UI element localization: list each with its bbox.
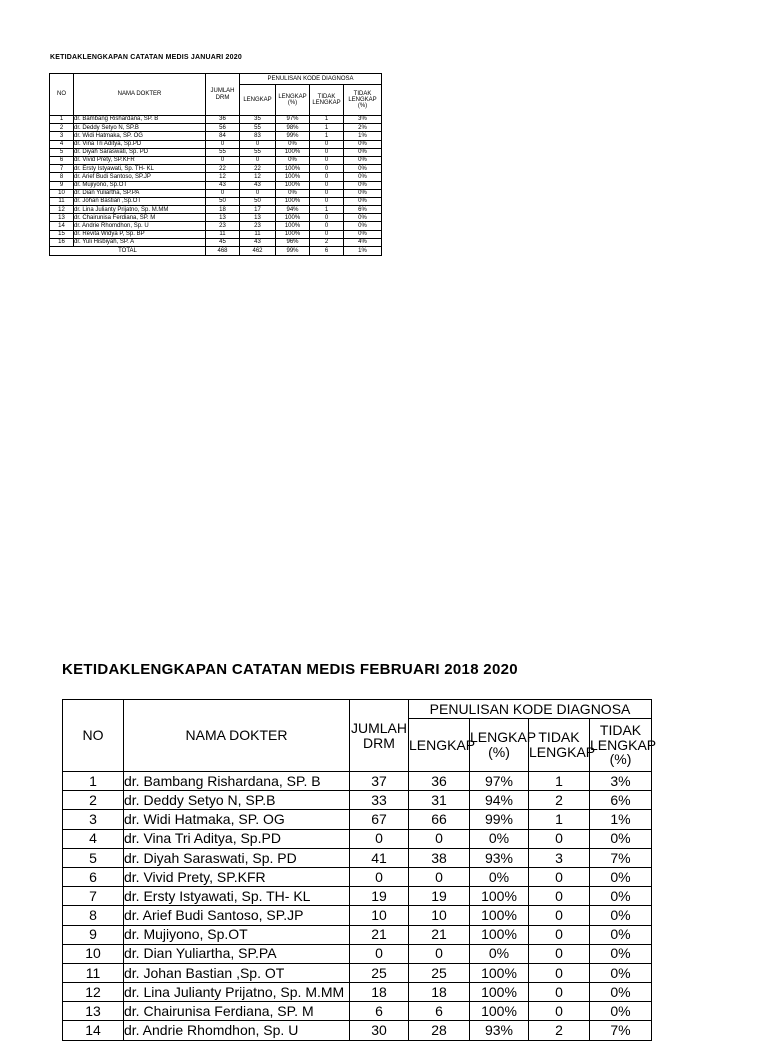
- cell-no: 8: [63, 906, 124, 925]
- cell-no: 12: [50, 206, 74, 214]
- cell-lengkap-pct: 93%: [470, 1021, 529, 1040]
- cell-lengkap: 83: [240, 132, 276, 140]
- cell-jumlah-drm: 23: [206, 222, 240, 230]
- cell-lengkap: 18: [409, 983, 470, 1002]
- cell-no: 14: [63, 1021, 124, 1040]
- total-label: TOTAL: [50, 247, 206, 256]
- cell-no: 3: [63, 810, 124, 829]
- table-row: [63, 867, 652, 886]
- cell-jumlah-drm: 0: [350, 829, 409, 848]
- cell-jumlah-drm: 21: [350, 925, 409, 944]
- cell-tidak-lengkap-pct: 0%: [344, 181, 382, 189]
- cell-tidak-lengkap-pct: 2%: [344, 124, 382, 132]
- cell-lengkap-pct: 98%: [276, 124, 310, 132]
- cell-tidak-lengkap-pct: 0%: [344, 214, 382, 222]
- cell-no: 10: [50, 189, 74, 197]
- cell-tidak-lengkap-pct: 3%: [590, 772, 652, 791]
- cell-tidak-lengkap-pct: 0%: [344, 197, 382, 205]
- cell-jumlah-drm: 37: [350, 772, 409, 791]
- table-row: [63, 810, 652, 829]
- january-table-body: [50, 116, 382, 247]
- table-row: [50, 230, 382, 238]
- cell-tidak-lengkap-pct: 0%: [344, 156, 382, 164]
- cell-tidak-lengkap: 0: [310, 181, 344, 189]
- cell-lengkap: 43: [240, 238, 276, 246]
- cell-lengkap: 0: [240, 189, 276, 197]
- cell-lengkap-pct: 100%: [470, 983, 529, 1002]
- column-header-tidak-lengkap: TIDAK LENGKAP: [529, 719, 590, 772]
- cell-tidak-lengkap-pct: 0%: [590, 829, 652, 848]
- column-header-jumlah-drm: JUMLAH DRM: [206, 74, 240, 116]
- column-header-nama-dokter: NAMA DOKTER: [124, 700, 350, 772]
- cell-tidak-lengkap: 0: [310, 156, 344, 164]
- cell-jumlah-drm: 45: [206, 238, 240, 246]
- cell-jumlah-drm: 84: [206, 132, 240, 140]
- cell-tidak-lengkap: 1: [529, 810, 590, 829]
- cell-no: 10: [63, 944, 124, 963]
- cell-jumlah-drm: 30: [350, 1021, 409, 1040]
- cell-no: 6: [50, 156, 74, 164]
- cell-nama-dokter: dr. Johan Bastian ,Sp.OT: [74, 197, 206, 205]
- cell-jumlah-drm: 0: [206, 140, 240, 148]
- cell-jumlah-drm: 0: [350, 867, 409, 886]
- cell-tidak-lengkap: 0: [310, 230, 344, 238]
- total-lengkap: 462: [240, 247, 276, 256]
- cell-nama-dokter: dr. Lina Julianty Prijatno, Sp. M.MM: [74, 206, 206, 214]
- cell-no: 11: [50, 197, 74, 205]
- cell-lengkap-pct: 100%: [276, 214, 310, 222]
- cell-lengkap-pct: 100%: [470, 887, 529, 906]
- cell-nama-dokter: dr. Mujiyono, Sp.OT: [124, 925, 350, 944]
- cell-lengkap-pct: 0%: [276, 189, 310, 197]
- cell-tidak-lengkap: 1: [310, 124, 344, 132]
- table-row: [50, 132, 382, 140]
- cell-lengkap-pct: 97%: [470, 772, 529, 791]
- cell-nama-dokter: dr. Bambang Rishardana, SP. B: [124, 772, 350, 791]
- cell-tidak-lengkap: 0: [529, 867, 590, 886]
- table-row: [63, 772, 652, 791]
- cell-no: 4: [50, 140, 74, 148]
- cell-lengkap: 0: [240, 156, 276, 164]
- cell-lengkap: 11: [240, 230, 276, 238]
- cell-no: 6: [63, 867, 124, 886]
- cell-jumlah-drm: 43: [206, 181, 240, 189]
- cell-jumlah-drm: 18: [350, 983, 409, 1002]
- cell-lengkap-pct: 100%: [470, 963, 529, 982]
- cell-nama-dokter: dr. Deddy Setyo N, SP.B: [124, 791, 350, 810]
- cell-lengkap-pct: 94%: [276, 206, 310, 214]
- cell-tidak-lengkap: 0: [310, 222, 344, 230]
- cell-tidak-lengkap: 1: [310, 132, 344, 140]
- cell-tidak-lengkap-pct: 7%: [590, 848, 652, 867]
- total-tidak-lengkap-pct: 1%: [344, 247, 382, 256]
- cell-jumlah-drm: 33: [350, 791, 409, 810]
- cell-nama-dokter: dr. Dian Yuliartha, SP.PA: [124, 944, 350, 963]
- cell-nama-dokter: dr. Chairunisa Ferdiana, SP. M: [74, 214, 206, 222]
- cell-nama-dokter: dr. Deddy Setyo N, SP.B: [74, 124, 206, 132]
- cell-no: 9: [63, 925, 124, 944]
- table-row: [63, 906, 652, 925]
- cell-tidak-lengkap-pct: 0%: [344, 140, 382, 148]
- cell-tidak-lengkap: 0: [310, 165, 344, 173]
- cell-tidak-lengkap: 0: [310, 197, 344, 205]
- cell-nama-dokter: dr. Andrie Rhomdhon, Sp. U: [74, 222, 206, 230]
- cell-lengkap: 50: [240, 197, 276, 205]
- cell-no: 8: [50, 173, 74, 181]
- cell-no: 15: [50, 230, 74, 238]
- column-header-jumlah-drm: JUMLAH DRM: [350, 700, 409, 772]
- column-header-no: NO: [50, 74, 74, 116]
- cell-tidak-lengkap: 1: [310, 116, 344, 124]
- cell-lengkap: 36: [409, 772, 470, 791]
- table-row: [63, 887, 652, 906]
- cell-lengkap-pct: 100%: [276, 230, 310, 238]
- cell-jumlah-drm: 0: [206, 156, 240, 164]
- cell-tidak-lengkap: 0: [529, 887, 590, 906]
- cell-tidak-lengkap-pct: 0%: [590, 1002, 652, 1021]
- table-row: [63, 791, 652, 810]
- cell-lengkap: 0: [409, 829, 470, 848]
- column-header-lengkap-pct: LENGKAP (%): [276, 85, 310, 116]
- cell-tidak-lengkap: 2: [529, 1021, 590, 1040]
- total-tidak-lengkap: 6: [310, 247, 344, 256]
- cell-lengkap-pct: 100%: [276, 181, 310, 189]
- cell-jumlah-drm: 12: [206, 173, 240, 181]
- cell-lengkap: 55: [240, 148, 276, 156]
- cell-lengkap: 28: [409, 1021, 470, 1040]
- cell-lengkap: 43: [240, 181, 276, 189]
- cell-lengkap-pct: 99%: [276, 132, 310, 140]
- table-row: [63, 944, 652, 963]
- cell-lengkap-pct: 0%: [470, 829, 529, 848]
- cell-nama-dokter: dr. Vina Tri Aditya, Sp.PD: [74, 140, 206, 148]
- cell-lengkap: 13: [240, 214, 276, 222]
- january-table-title: KETIDAKLENGKAPAN CATATAN MEDIS JANUARI 2020: [50, 54, 242, 61]
- cell-no: 13: [50, 214, 74, 222]
- table-row: [50, 197, 382, 205]
- cell-nama-dokter: dr. Andrie Rhomdhon, Sp. U: [124, 1021, 350, 1040]
- cell-jumlah-drm: 10: [350, 906, 409, 925]
- cell-no: 13: [63, 1002, 124, 1021]
- cell-no: 1: [50, 116, 74, 124]
- cell-tidak-lengkap-pct: 6%: [590, 791, 652, 810]
- cell-no: 2: [63, 791, 124, 810]
- cell-lengkap-pct: 93%: [470, 848, 529, 867]
- cell-jumlah-drm: 56: [206, 124, 240, 132]
- cell-no: 2: [50, 124, 74, 132]
- february-table-title: KETIDAKLENGKAPAN CATATAN MEDIS FEBRUARI 2018 2020: [62, 661, 518, 678]
- cell-jumlah-drm: 0: [350, 944, 409, 963]
- cell-tidak-lengkap: 0: [529, 963, 590, 982]
- cell-nama-dokter: dr. Arief Budi Santoso, SP.JP: [74, 173, 206, 181]
- cell-no: 12: [63, 983, 124, 1002]
- cell-lengkap-pct: 0%: [276, 140, 310, 148]
- cell-lengkap: 38: [409, 848, 470, 867]
- cell-nama-dokter: dr. Widi Hatmaka, SP. OG: [74, 132, 206, 140]
- cell-tidak-lengkap: 0: [529, 925, 590, 944]
- column-group-penulisan-kode-diagnosa: PENULISAN KODE DIAGNOSA: [409, 700, 652, 719]
- cell-lengkap-pct: 100%: [276, 148, 310, 156]
- cell-tidak-lengkap: 0: [310, 214, 344, 222]
- table-row: [50, 222, 382, 230]
- cell-lengkap: 31: [409, 791, 470, 810]
- table-row: [63, 829, 652, 848]
- cell-tidak-lengkap-pct: 0%: [590, 944, 652, 963]
- table-row: [50, 214, 382, 222]
- cell-no: 9: [50, 181, 74, 189]
- table-row: [63, 963, 652, 982]
- cell-lengkap-pct: 0%: [470, 867, 529, 886]
- cell-tidak-lengkap: 0: [310, 148, 344, 156]
- cell-tidak-lengkap-pct: 1%: [590, 810, 652, 829]
- cell-tidak-lengkap: 0: [310, 189, 344, 197]
- cell-nama-dokter: dr. Chairunisa Ferdiana, SP. M: [124, 1002, 350, 1021]
- cell-nama-dokter: dr. Widi Hatmaka, SP. OG: [124, 810, 350, 829]
- cell-tidak-lengkap-pct: 0%: [344, 173, 382, 181]
- cell-lengkap-pct: 100%: [276, 173, 310, 181]
- cell-tidak-lengkap-pct: 0%: [590, 925, 652, 944]
- column-header-tidak-lengkap: TIDAK LENGKAP: [310, 85, 344, 116]
- cell-jumlah-drm: 22: [206, 165, 240, 173]
- cell-tidak-lengkap: 0: [529, 829, 590, 848]
- january-total-row: [50, 247, 382, 256]
- cell-nama-dokter: dr. Mujiyono, Sp.OT: [74, 181, 206, 189]
- cell-no: 3: [50, 132, 74, 140]
- cell-jumlah-drm: 0: [206, 189, 240, 197]
- column-header-lengkap-pct: LENGKAP (%): [470, 719, 529, 772]
- cell-no: 14: [50, 222, 74, 230]
- cell-nama-dokter: dr. Vina Tri Aditya, Sp.PD: [124, 829, 350, 848]
- table-row: [63, 848, 652, 867]
- cell-tidak-lengkap: 0: [529, 906, 590, 925]
- cell-lengkap: 19: [409, 887, 470, 906]
- cell-nama-dokter: dr. Diyah Saraswati, Sp. PD: [74, 148, 206, 156]
- cell-tidak-lengkap: 0: [310, 173, 344, 181]
- cell-jumlah-drm: 55: [206, 148, 240, 156]
- cell-lengkap: 55: [240, 124, 276, 132]
- cell-nama-dokter: dr. Lina Julianty Prijatno, Sp. M.MM: [124, 983, 350, 1002]
- cell-tidak-lengkap-pct: 3%: [344, 116, 382, 124]
- cell-tidak-lengkap: 0: [310, 140, 344, 148]
- cell-nama-dokter: dr. Ersty Istyawati, Sp. TH- KL: [124, 887, 350, 906]
- cell-nama-dokter: dr. Bambang Rishardana, SP. B: [74, 116, 206, 124]
- cell-nama-dokter: dr. Ersty Istyawati, Sp. TH- KL: [74, 165, 206, 173]
- cell-tidak-lengkap-pct: 0%: [344, 189, 382, 197]
- cell-lengkap-pct: 100%: [276, 165, 310, 173]
- cell-lengkap-pct: 96%: [276, 238, 310, 246]
- column-header-tidak-lengkap-pct: TIDAK LENGKAP (%): [344, 85, 382, 116]
- column-header-no: NO: [63, 700, 124, 772]
- cell-tidak-lengkap-pct: 0%: [590, 867, 652, 886]
- cell-nama-dokter: dr. Diyah Saraswati, Sp. PD: [124, 848, 350, 867]
- cell-no: 5: [50, 148, 74, 156]
- cell-no: 7: [50, 165, 74, 173]
- cell-jumlah-drm: 41: [350, 848, 409, 867]
- column-group-penulisan-kode-diagnosa: PENULISAN KODE DIAGNOSA: [240, 74, 382, 85]
- cell-jumlah-drm: 67: [350, 810, 409, 829]
- cell-jumlah-drm: 18: [206, 206, 240, 214]
- cell-lengkap-pct: 100%: [470, 925, 529, 944]
- table-row: [50, 156, 382, 164]
- cell-tidak-lengkap-pct: 0%: [590, 963, 652, 982]
- cell-lengkap-pct: 99%: [470, 810, 529, 829]
- cell-tidak-lengkap-pct: 0%: [344, 230, 382, 238]
- cell-tidak-lengkap: 2: [529, 791, 590, 810]
- cell-no: 1: [63, 772, 124, 791]
- column-header-nama-dokter: NAMA DOKTER: [74, 74, 206, 116]
- cell-lengkap: 23: [240, 222, 276, 230]
- cell-nama-dokter: dr. Vivid Prety, SP.KFR: [124, 867, 350, 886]
- cell-lengkap-pct: 0%: [470, 944, 529, 963]
- cell-lengkap: 12: [240, 173, 276, 181]
- table-row: [63, 1021, 652, 1040]
- table-row: [50, 238, 382, 246]
- january-table: [49, 73, 382, 256]
- cell-lengkap: 17: [240, 206, 276, 214]
- cell-no: 11: [63, 963, 124, 982]
- table-row: [50, 189, 382, 197]
- cell-jumlah-drm: 11: [206, 230, 240, 238]
- cell-lengkap-pct: 97%: [276, 116, 310, 124]
- cell-lengkap: 0: [240, 140, 276, 148]
- cell-tidak-lengkap-pct: 0%: [344, 222, 382, 230]
- cell-tidak-lengkap: 3: [529, 848, 590, 867]
- table-row: [50, 116, 382, 124]
- cell-lengkap: 66: [409, 810, 470, 829]
- cell-tidak-lengkap-pct: 1%: [344, 132, 382, 140]
- cell-tidak-lengkap: 1: [310, 206, 344, 214]
- table-row: [50, 206, 382, 214]
- cell-lengkap-pct: 100%: [276, 222, 310, 230]
- table-row: [50, 181, 382, 189]
- cell-lengkap: 0: [409, 867, 470, 886]
- table-row: [63, 1002, 652, 1021]
- cell-tidak-lengkap: 0: [529, 1002, 590, 1021]
- cell-lengkap-pct: 0%: [276, 156, 310, 164]
- cell-tidak-lengkap: 0: [529, 983, 590, 1002]
- cell-no: 16: [50, 238, 74, 246]
- table-row: [50, 148, 382, 156]
- cell-no: 4: [63, 829, 124, 848]
- table-row: [63, 983, 652, 1002]
- cell-tidak-lengkap-pct: 7%: [590, 1021, 652, 1040]
- cell-nama-dokter: dr. Dian Yuliartha, SP.PA: [74, 189, 206, 197]
- cell-lengkap: 6: [409, 1002, 470, 1021]
- cell-nama-dokter: dr. Vivid Prety, SP.KFR: [74, 156, 206, 164]
- cell-tidak-lengkap-pct: 6%: [344, 206, 382, 214]
- cell-jumlah-drm: 19: [350, 887, 409, 906]
- table-row: [63, 925, 652, 944]
- column-header-lengkap: LENGKAP: [240, 85, 276, 116]
- cell-lengkap-pct: 100%: [470, 906, 529, 925]
- cell-lengkap: 25: [409, 963, 470, 982]
- cell-no: 5: [63, 848, 124, 867]
- table-row: [50, 140, 382, 148]
- cell-nama-dokter: dr. Johan Bastian ,Sp. OT: [124, 963, 350, 982]
- cell-jumlah-drm: 36: [206, 116, 240, 124]
- cell-jumlah-drm: 50: [206, 197, 240, 205]
- total-jumlah-drm: 468: [206, 247, 240, 256]
- cell-lengkap: 35: [240, 116, 276, 124]
- cell-lengkap-pct: 94%: [470, 791, 529, 810]
- cell-nama-dokter: dr. Revita Widya P, Sp. BP: [74, 230, 206, 238]
- cell-nama-dokter: dr. Yuli Hisbiyah, SP. A: [74, 238, 206, 246]
- cell-tidak-lengkap-pct: 4%: [344, 238, 382, 246]
- cell-tidak-lengkap-pct: 0%: [590, 983, 652, 1002]
- february-table-body: [63, 772, 652, 1041]
- column-header-lengkap: LENGKAP: [409, 719, 470, 772]
- cell-jumlah-drm: 6: [350, 1002, 409, 1021]
- cell-lengkap-pct: 100%: [276, 197, 310, 205]
- cell-lengkap: 21: [409, 925, 470, 944]
- cell-nama-dokter: dr. Arief Budi Santoso, SP.JP: [124, 906, 350, 925]
- cell-tidak-lengkap: 0: [529, 944, 590, 963]
- cell-lengkap-pct: 100%: [470, 1002, 529, 1021]
- table-row: [50, 173, 382, 181]
- cell-tidak-lengkap: 1: [529, 772, 590, 791]
- cell-lengkap: 0: [409, 944, 470, 963]
- column-header-tidak-lengkap-pct: TIDAK LENGKAP (%): [590, 719, 652, 772]
- cell-tidak-lengkap-pct: 0%: [590, 887, 652, 906]
- total-lengkap-pct: 99%: [276, 247, 310, 256]
- february-table: [62, 699, 657, 1041]
- cell-tidak-lengkap-pct: 0%: [590, 906, 652, 925]
- cell-no: 7: [63, 887, 124, 906]
- cell-jumlah-drm: 13: [206, 214, 240, 222]
- cell-tidak-lengkap-pct: 0%: [344, 148, 382, 156]
- table-row: [50, 165, 382, 173]
- cell-tidak-lengkap-pct: 0%: [344, 165, 382, 173]
- table-row: [50, 124, 382, 132]
- cell-jumlah-drm: 25: [350, 963, 409, 982]
- cell-tidak-lengkap: 2: [310, 238, 344, 246]
- cell-lengkap: 10: [409, 906, 470, 925]
- cell-lengkap: 22: [240, 165, 276, 173]
